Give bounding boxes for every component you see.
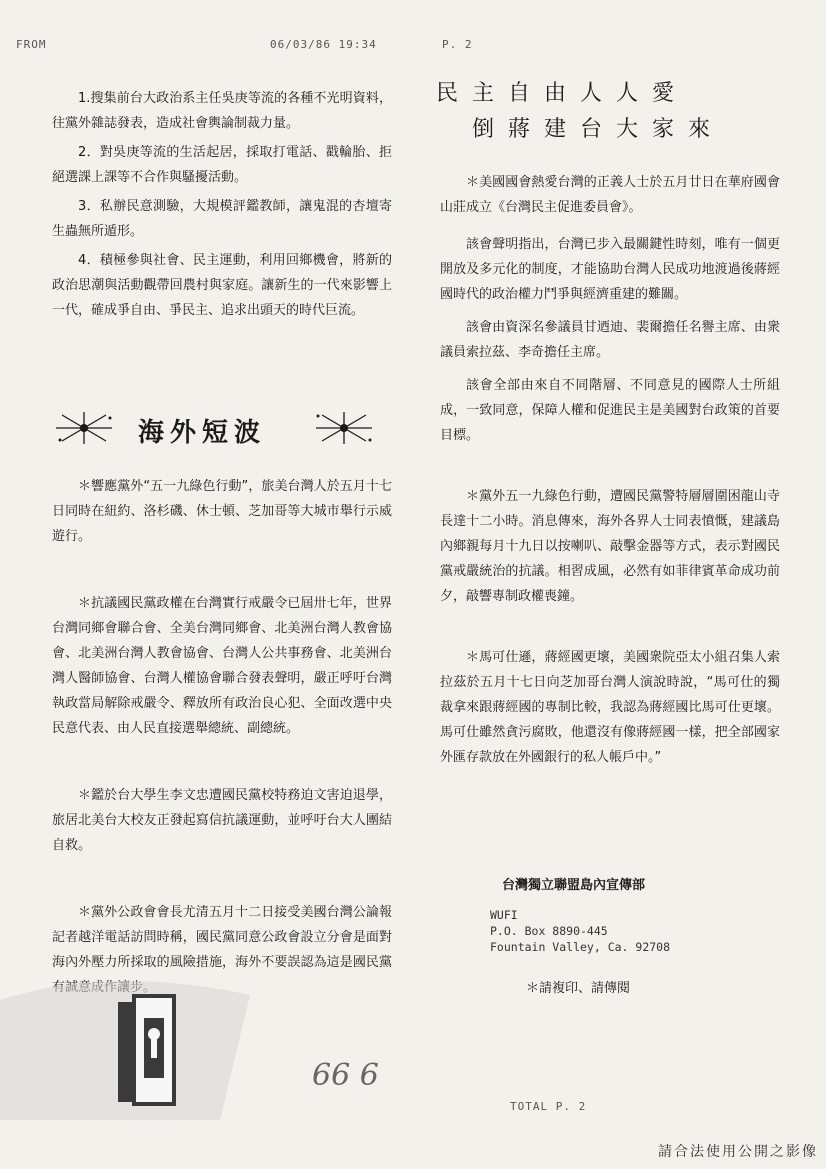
- right-news: [440, 170, 780, 770]
- list-item: 2．對吳庚等流的生活起居，採取打電話、戳輪胎、拒絕選課上課等不合作與騷擾活動。: [52, 145, 392, 185]
- left-news: [52, 474, 392, 1000]
- list-item: 4．積極參與社會、民主運動，利用回鄉機會，將新的政治思潮與活動觀帶回農村與家庭。讓新生的一代來影響上一代，確成爭自由、爭民主、追求出頭天的時代巨流。: [52, 253, 392, 318]
- fax-datetime: 06/03/86 19:34: [270, 38, 377, 51]
- news-paragraph: 該會聲明指出，台灣已步入最關鍵性時刻，唯有一個更開放及多元化的制度，才能協助台灣人民成功地渡過後蔣經國時代的政治權力鬥爭與經濟重建的難關。: [440, 237, 780, 302]
- fax-header: [0, 38, 826, 54]
- news-item: ＊抗議國民黨政權在台灣實行戒嚴令已屆卅七年，世界台灣同鄉會聯合會、全美台灣同鄉會、北美洲台灣人教會協會、北美洲台灣人教會協會、台灣人公共事務會、北美洲台灣人醫師協會、台灣人權協會聯合發表聲明，嚴正呼吁台灣執政當局解除戒嚴令、釋放所有政治良心犯、全面改選中央民意代表、由人民直接選舉總統、副總統。: [52, 596, 392, 736]
- usage-watermark: 請合法使用公開之影像: [658, 1144, 818, 1160]
- slogan-line: 民主自由人人愛: [436, 81, 689, 106]
- fax-from-label: FROM: [16, 38, 47, 51]
- organization-name: 台灣獨立聯盟島內宣傳部: [502, 878, 646, 893]
- handwritten-mark: 66 6: [312, 1058, 379, 1093]
- fax-total-pages: TOTAL P. 2: [510, 1100, 587, 1113]
- news-item: ＊黨外公政會會長尤清五月十二日接受美國台灣公論報記者越洋電話訪問時稱，國民黨同意公政會設立分會是面對海內外壓力所採取的風險措施，海外不要誤認為這是國民黨: [52, 905, 392, 970]
- starburst-icon: [52, 410, 116, 446]
- news-item: ＊鑑於台大學生李文忠遭國民黨校特務迫文害迫退學，旅居北美台大校友正發起寫信抗議運動，並呼吁台大人團結自救。: [52, 788, 392, 853]
- slogan-line: 倒蔣建台大家來: [472, 117, 725, 142]
- mailing-address: [490, 907, 810, 955]
- archive-logo-watermark: [0, 970, 250, 1120]
- news-item: ＊馬可仕遜，蔣經國更壞，美國衆院亞太小組召集人索拉茲於五月十七日向芝加哥台灣人演說時說，“馬可仕的獨裁拿來跟蔣經國的專制比較，我認為蔣經國比馬可仕更壞。馬可仕雖然貪污腐敗，他還沒有像蔣經國一樣，把全部國家外匯存款放在外國銀行的私人帳戶中。”: [440, 650, 780, 765]
- news-paragraph: 該會由資深名參議員甘迺迪、裴爾擔任名譽主席、由衆議員索拉茲、李奇擔任主席。: [440, 320, 780, 360]
- address-line: Fountain Valley, Ca. 92708: [490, 940, 671, 954]
- section-title: 海外短波: [138, 418, 267, 448]
- news-item: ＊響應黨外“五一九綠色行動”，旅美台灣人於五月十七日同時在紐約、洛杉磯、休士頓、芝加哥等大城市舉行示威遊行。: [52, 479, 392, 544]
- address-line: P.O. Box 8890-445: [490, 924, 608, 938]
- address-line: WUFI: [490, 908, 518, 922]
- starburst-icon: [312, 410, 376, 446]
- fax-page-number: P. 2: [442, 38, 473, 51]
- slogan-banner: [436, 76, 796, 146]
- circulation-note: ＊請複印、請傳閱: [526, 981, 631, 996]
- section-heading: [52, 408, 392, 448]
- news-paragraph: 該會全部由來自不同階層、不同意見的國際人士所組成，一致同意，保障人權和促進民主是美國對台政策的首要目標。: [440, 378, 780, 443]
- list-item: 1.搜集前台大政治系主任吳庚等流的各種不光明資料，往黨外雜誌發表，造成社會輿論制裁力量。: [52, 91, 392, 131]
- left-column-list: [52, 86, 392, 327]
- news-item: ＊黨外五一九綠色行動，遭國民黨警特層層圍困龍山寺長達十二小時。消息傳來，海外各界人士同表憤慨，建議島內鄉親每月十九日以按喇叭、敲擊金器等方式，表示對國民黨戒嚴統治的抗議。相習成風，必然有如菲律賓革命成功前夕，敲響專制政權喪鐘。: [440, 489, 780, 604]
- list-item: 3．私辦民意測驗，大規模評鑑教師，讓鬼混的杏壇寄生蟲無所遁形。: [52, 199, 392, 239]
- signature-block: [490, 874, 810, 996]
- news-item: ＊美國國會熱愛台灣的正義人士於五月廿日在華府國會山莊成立《台灣民主促進委員會》。: [440, 175, 780, 215]
